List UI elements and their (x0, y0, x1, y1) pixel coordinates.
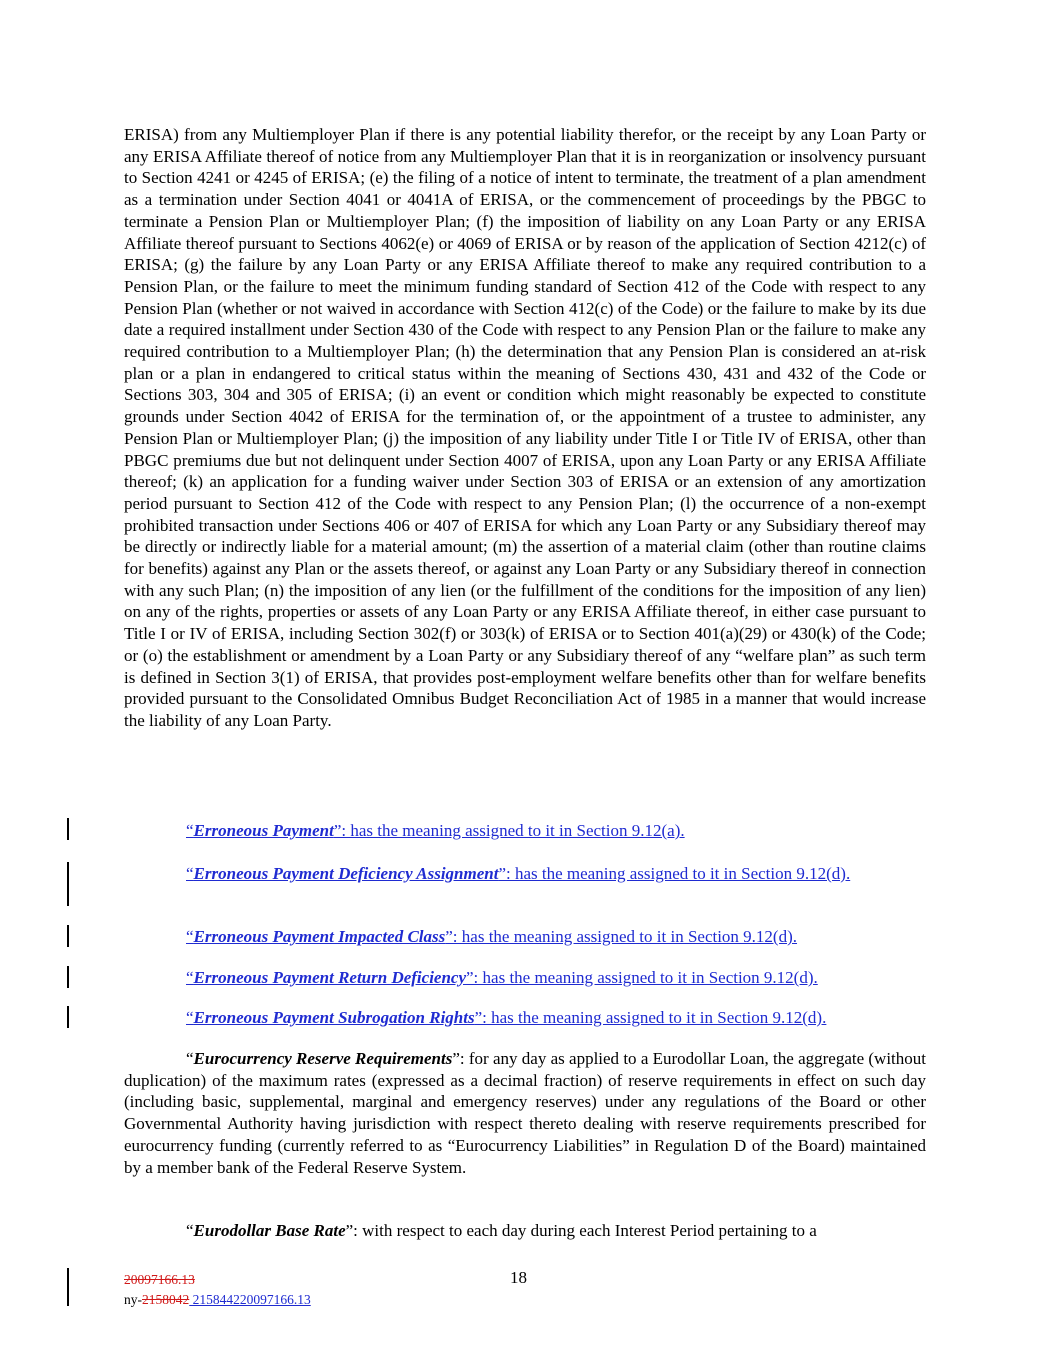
change-bar (67, 1006, 69, 1028)
definition-eurocurrency-reserve-requirements: “Eurocurrency Reserve Requirements”: for any day as applied to a Eurodollar Loan, the aggregate (without duplication) of the maximum rates (expressed as a decimal fraction) of reserve requirements in effect on such day (including basic, supplemental, marginal and emergency reserves) under any regulations of the Board or other Governmental Authority having jurisdiction with respect thereto dealing with reserve requirements prescribed for eurocurrency funding (currently referred to as “Eurocurrency Liabilities” in Regulation D of the Board) maintained by a member bank of the Federal Reserve System. (124, 1049, 927, 1177)
definition-erroneous-payment-impacted-class: “Erroneous Payment Impacted Class”: has the meaning assigned to it in Section 9.12(d). (186, 927, 798, 946)
document-id-footer (124, 1270, 311, 1310)
definition-erroneous-payment-return-deficiency: “Erroneous Payment Return Deficiency”: has the meaning assigned to it in Section 9.12(d). (186, 968, 818, 987)
doc-prefix: ny- (124, 1292, 142, 1307)
change-bar (67, 925, 69, 947)
defined-term: Erroneous Payment (193, 821, 334, 840)
definition-erroneous-payment-deficiency-assignment: “Erroneous Payment Deficiency Assignment”: has the meaning assigned to it in Section 9.12(d). (186, 864, 851, 883)
definition-eurodollar-base-rate: “Eurodollar Base Rate”: with respect to each day during each Interest Period pertaining to a (186, 1221, 817, 1240)
defined-term: Erroneous Payment Impacted Class (193, 927, 446, 946)
erisa-event-paragraph: ERISA) from any Multiemployer Plan if there is any potential liability therefor, or the receipt by any Loan Party or any ERISA Affiliate thereof of notice from any Multiemployer Plan that it is in reorganization or insolvency pursuant to Section 4241 or 4245 of ERISA; (e) the filing of a notice of intent to terminate, the treatment of a plan amendment as a termination under Section 4041 or 4041A of ERISA, or the commencement of proceedings by the PBGC to terminate a Pension Plan or Multiemployer Plan; (f) the imposition of liability on any Loan Party or any ERISA Affiliate thereof pursuant to Sections 4062(e) or 4069 of ERISA or by reason of the application of Section 4212(c) of ERISA; (g) the failure by any Loan Party or any ERISA Affiliate thereof to make any required contribution to a Pension Plan, or the failure to meet the minimum funding standard of Section 412 of the Code with respect to any Pension Plan (whether or not waived in accordance with Section 412(c) of the Code) or the failure to make by its due date a required installment under Section 430 of the Code with respect to any Pension Plan or the failure to make any required contribution to a Multiemployer Plan; (h) the determination that any Pension Plan is considered an at-risk plan or a plan in endangered to critical status within the meaning of Sections 430, 431 and 432 of the Code or Sections 303, 304 and 305 of ERISA; (i) an event or condition which might reasonably be expected to constitute grounds under Section 4042 of ERISA for the termination of, or the appointment of a trustee to administer, any Pension Plan or Multiemployer Plan; (j) the imposition of any liability under Title I or Title IV of ERISA, other than PBGC premiums due but not delinquent under Section 4007 of ERISA, upon any Loan Party or any ERISA Affiliate thereof; (k) an application for a funding waiver under Section 303 of ERISA or an extension of any amortization period pursuant to Section 412 of the Code with respect to any Pension Plan; (l) the occurrence of a non-exempt prohibited transaction under Sections 406 or 407 of ERISA for which any Loan Party or any Subsidiary thereof may be directly or indirectly liable for a material amount; (m) the assertion of a material claim (other than routine claims for benefits) against any Plan or the assets thereof, or against any Loan Party or any Subsidiary thereof in connection with any such Plan; (n) the imposition of any lien (or the fulfillment of the conditions for the imposition of any lien) on any of the rights, properties or assets of any Loan Party or any ERISA Affiliate thereof, in either case pursuant to Title I or IV of ERISA, including Section 302(f) or 303(k) of ERISA or to Section 401(a)(29) or 430(k) of the Code; or (o) the establishment or amendment by a Loan Party or any Subsidiary thereof of any “welfare plan” as such term is defined in Section 3(1) of ERISA, that provides post-employment welfare benefits other than for welfare benefits provided pursuant to the Consolidated Omnibus Budget Reconciliation Act of 1985 in a manner that would increase the liability of any Loan Party. (124, 125, 926, 730)
change-bar (67, 862, 69, 906)
change-bar (67, 1268, 69, 1306)
defined-term: Erroneous Payment Deficiency Assignment (193, 864, 499, 883)
page-number: 18 (510, 1268, 527, 1287)
change-bar (67, 818, 69, 840)
defined-term: Erroneous Payment Return Deficiency (193, 968, 467, 987)
definition-erroneous-payment-subrogation-rights: “Erroneous Payment Subrogation Rights”: has the meaning assigned to it in Section 9.12(d). (186, 1008, 827, 1027)
defined-term: Eurocurrency Reserve Requirements (193, 1049, 453, 1068)
deleted-ref: 2158042 (142, 1292, 190, 1307)
change-bar (67, 966, 69, 988)
deleted-doc-id: 20097166.13 (124, 1272, 195, 1287)
defined-term: Eurodollar Base Rate (193, 1221, 346, 1240)
inserted-ref: 215844220097166.13 (189, 1292, 311, 1307)
definition-erroneous-payment: “Erroneous Payment”: has the meaning assigned to it in Section 9.12(a). (186, 821, 685, 840)
defined-term: Erroneous Payment Subrogation Rights (193, 1008, 475, 1027)
